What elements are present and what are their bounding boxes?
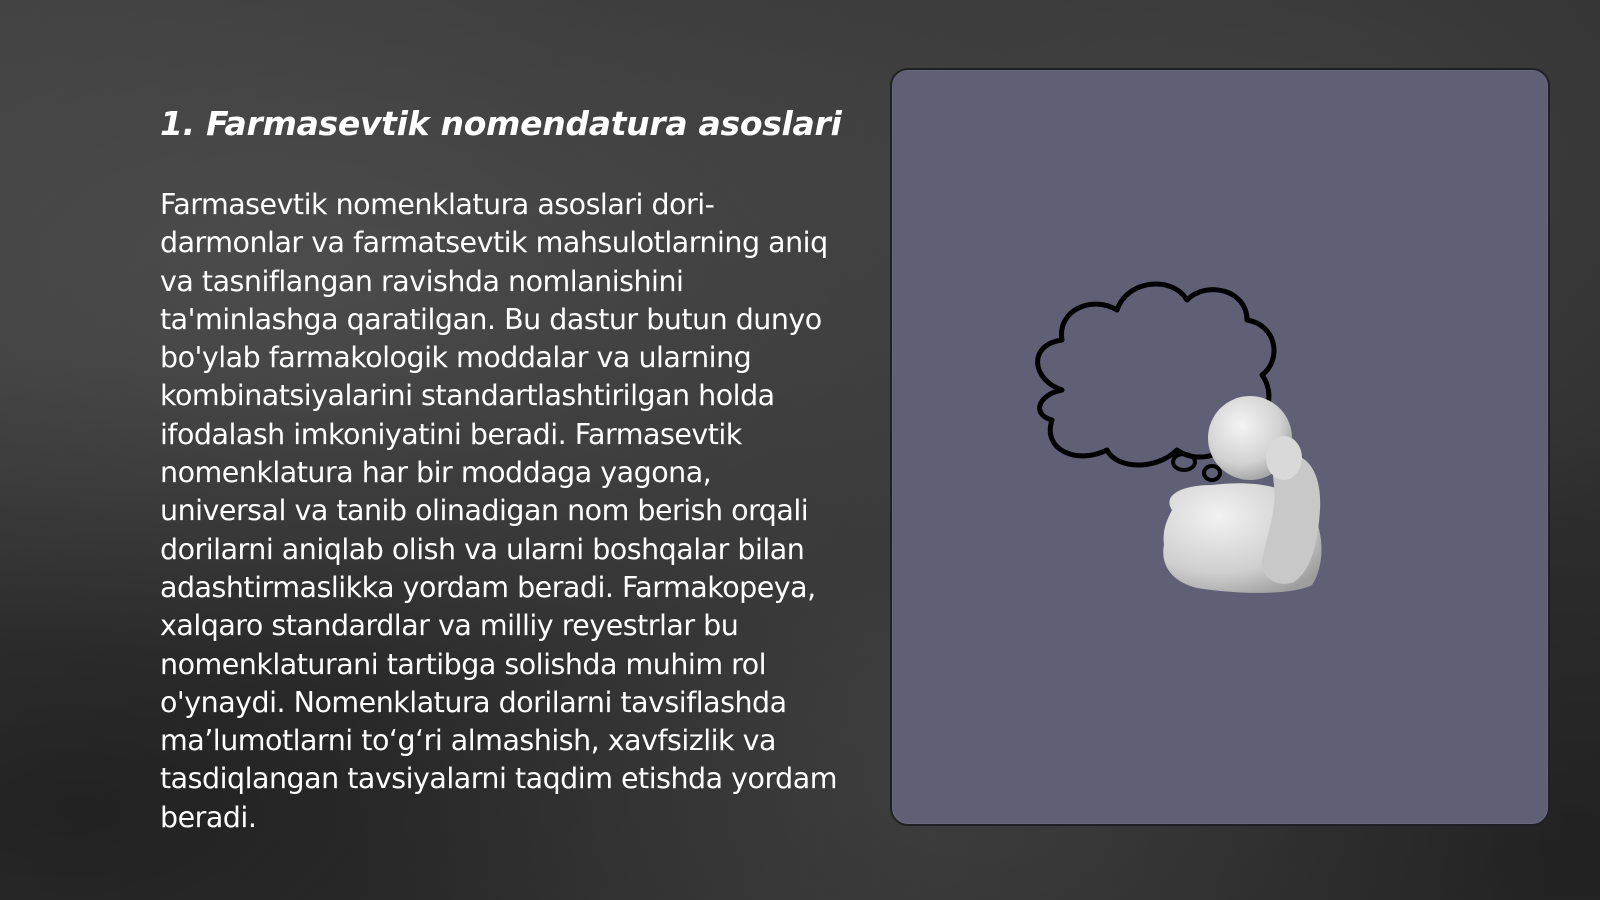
slide-title: 1. Farmasevtik nomendatura asoslari <box>160 104 842 143</box>
person-hand-icon <box>1266 436 1302 480</box>
slide-body-text: Farmasevtik nomenklatura asoslari dori-darmonlar va farmatsevtik mahsulotlarning aniq va tasniflangan ravishda nomlanishini ta'minlashga qaratilgan. Bu dastur butun dunyo bo'ylab farmakologik moddalar va ularning kombinatsiyalarini standartlashtirilgan holda ifodalash imkoniyatini beradi. Farmasevtik nomenklatura har bir moddaga yagona, universal va tanib olinadigan nom berish orqali dorilarni aniqlab olish va ularni boshqalar bilan adashtirmaslikka yordam beradi. Farmakopeya, xalqaro standardlar va milliy reyestrlar bu nomenklaturani tartibga solishda muhim rol o'ynaydi. Nomenklatura dorilarni tavsiflashda ma’lumotlarni to‘g‘ri almashish, xavfsizlik va tasdiqlangan tavsiyalarni taqdim etishda yordam beradi. <box>160 188 838 834</box>
image-panel <box>890 68 1550 826</box>
thinking-person-icon <box>1022 270 1342 610</box>
thought-bubble-tiny-icon <box>1204 466 1220 480</box>
